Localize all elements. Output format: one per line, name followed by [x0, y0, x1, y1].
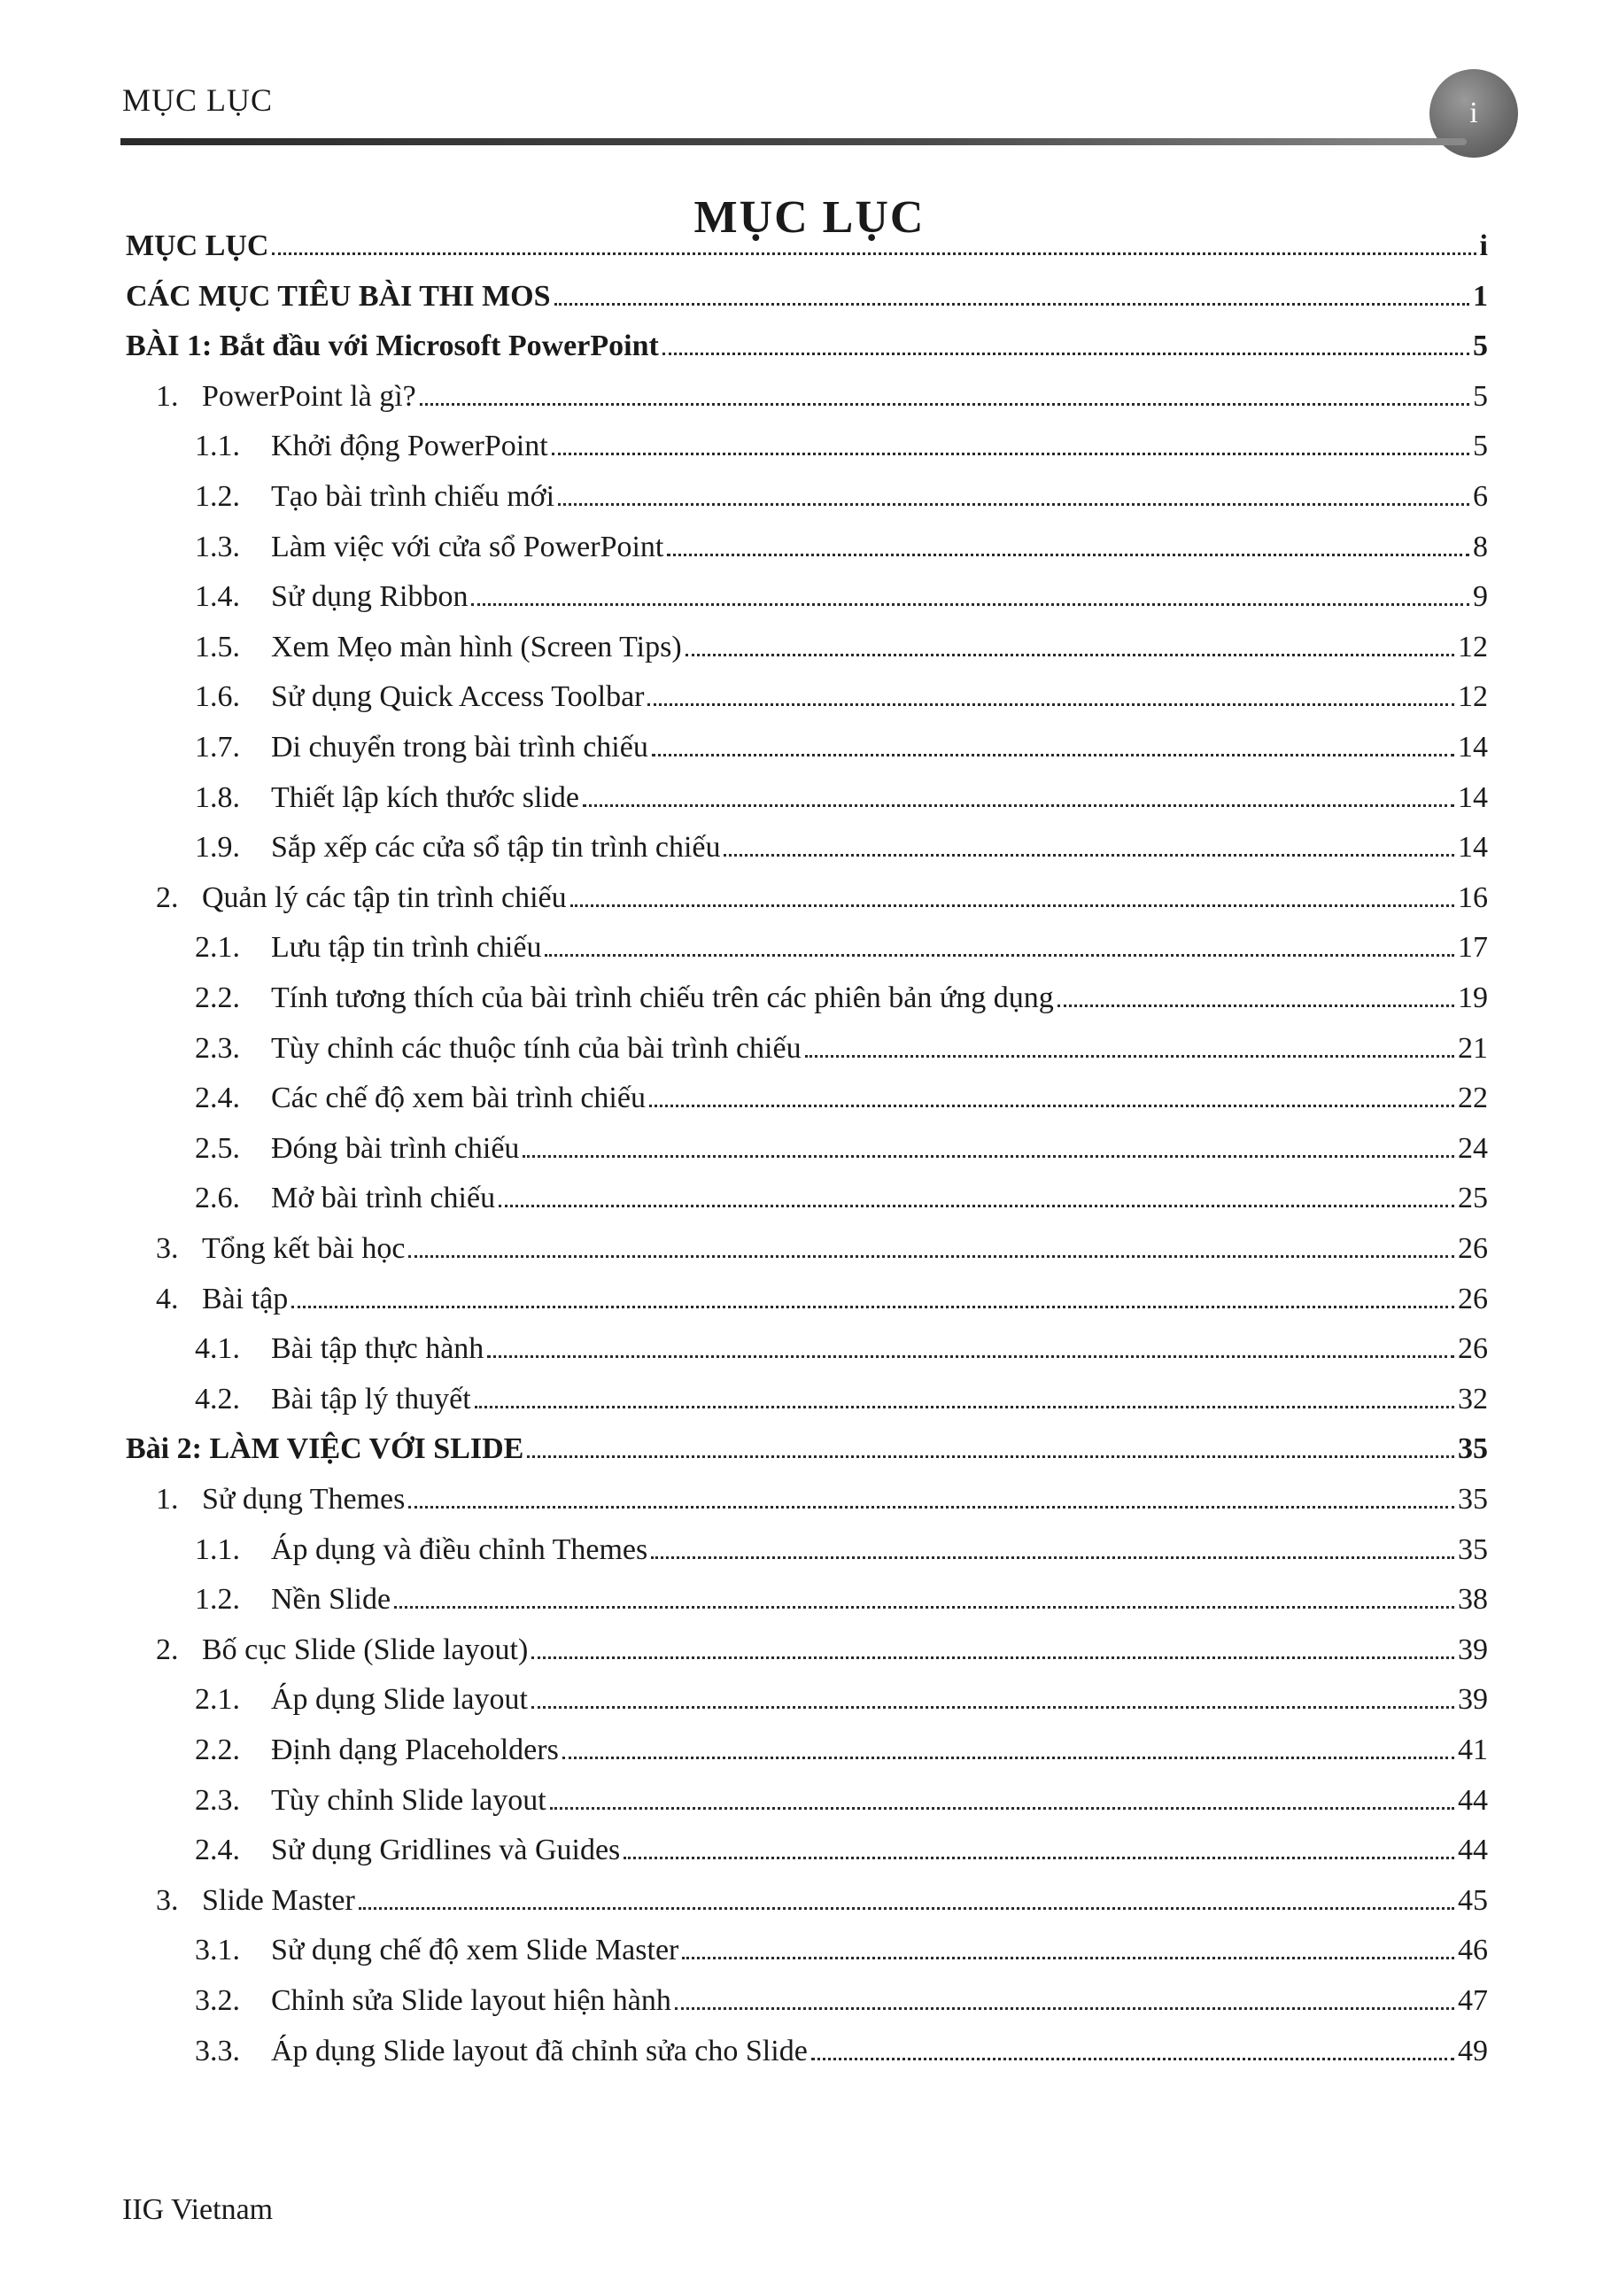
toc-entry[interactable]	[126, 272, 1488, 314]
toc-entry-title: Áp dụng Slide layout đã chỉnh sửa cho Slide	[271, 2034, 808, 2067]
toc-entry-page: 22	[1458, 1082, 1488, 1115]
toc-entry-page: 39	[1458, 1633, 1488, 1666]
toc-entry-title: Áp dụng Slide layout	[271, 1683, 528, 1717]
toc-entry[interactable]	[195, 823, 1488, 865]
toc-entry-title: Đóng bài trình chiếu	[271, 1131, 520, 1165]
toc-entry-title: Tổng kết bài học	[202, 1232, 406, 1265]
toc-entry[interactable]	[195, 973, 1488, 1016]
toc-entry-title: PowerPoint là gì?	[202, 379, 416, 413]
dot-leader	[531, 1705, 1454, 1709]
toc-entry[interactable]	[126, 221, 1488, 264]
toc-entry-page: 35	[1458, 1432, 1488, 1466]
toc-entry[interactable]	[195, 1575, 1488, 1617]
toc-entry[interactable]	[195, 1826, 1488, 1868]
toc-entry-number: 3.3.	[195, 2034, 240, 2067]
toc-entry[interactable]	[156, 1275, 1488, 1317]
dot-leader	[583, 803, 1454, 807]
dot-leader	[487, 1354, 1454, 1358]
toc-entry-title: Nền Slide	[271, 1583, 391, 1617]
dot-leader	[805, 1054, 1454, 1058]
toc-entry[interactable]	[156, 873, 1488, 916]
toc-entry[interactable]	[195, 1024, 1488, 1067]
toc-entry-number: 1.	[156, 1483, 179, 1516]
toc-entry-number: 3.1.	[195, 1934, 240, 1967]
toc-entry-number: 2.1.	[195, 1683, 240, 1717]
dot-leader	[675, 2006, 1454, 2010]
dot-leader	[686, 653, 1454, 656]
toc-entry[interactable]	[156, 372, 1488, 415]
toc-entry-number: 3.	[156, 1883, 179, 1917]
toc-entry-title: Mở bài trình chiếu	[271, 1182, 496, 1215]
toc-entry-title: Tùy chỉnh Slide layout	[271, 1783, 546, 1817]
toc-entry-title: Sử dụng chế độ xem Slide Master	[271, 1934, 679, 1967]
dot-leader	[647, 702, 1454, 706]
toc-entry-title: Tùy chỉnh các thuộc tính của bài trình chiếu	[271, 1031, 802, 1065]
dot-leader	[1057, 1004, 1454, 1007]
toc-entry-page: 44	[1458, 1834, 1488, 1867]
toc-entry-page: 5	[1473, 379, 1488, 413]
toc-entry-title: Quản lý các tập tin trình chiếu	[202, 880, 567, 914]
toc-entry-number: 4.2.	[195, 1382, 240, 1416]
dot-leader	[651, 1555, 1454, 1559]
toc-entry-page: 21	[1458, 1031, 1488, 1065]
toc-entry-number: 1.5.	[195, 630, 240, 663]
toc-entry[interactable]	[195, 1124, 1488, 1167]
toc-entry-number: 1.	[156, 379, 179, 413]
dot-leader	[475, 1405, 1454, 1408]
toc-entry[interactable]	[195, 623, 1488, 665]
dot-leader	[408, 1505, 1454, 1509]
toc-entry-page: 46	[1458, 1934, 1488, 1967]
toc-entry-title: Định dạng Placeholders	[271, 1734, 559, 1766]
toc-entry-page: 12	[1458, 680, 1488, 714]
toc-entry-page: 35	[1458, 1483, 1488, 1516]
toc-entry-page: 19	[1458, 981, 1488, 1014]
toc-entry-page: 41	[1458, 1734, 1488, 1766]
toc-entry-number: 2.2.	[195, 981, 240, 1014]
toc-entry-title: Sử dụng Quick Access Toolbar	[271, 680, 645, 714]
dot-leader	[558, 502, 1469, 506]
toc-entry-number: 1.9.	[195, 831, 240, 865]
toc-entry[interactable]	[195, 1375, 1488, 1417]
toc-entry-page: 12	[1458, 630, 1488, 663]
dot-leader	[499, 1204, 1454, 1207]
toc-entry-page: 5	[1473, 430, 1488, 463]
toc-entry-number: 3.	[156, 1232, 179, 1265]
toc-entry-page: 26	[1458, 1232, 1488, 1265]
toc-entry[interactable]	[195, 1324, 1488, 1367]
toc-entry-number: 2.5.	[195, 1131, 240, 1165]
toc-entry[interactable]	[195, 1926, 1488, 1968]
dot-leader	[649, 1104, 1454, 1107]
toc-entry-title: Bài tập	[202, 1282, 289, 1315]
toc-entry-page: 5	[1473, 330, 1488, 363]
page-number-badge: i	[1429, 69, 1518, 158]
toc-entry[interactable]	[126, 322, 1488, 364]
toc-entry[interactable]	[195, 923, 1488, 966]
toc-entry[interactable]	[126, 1424, 1488, 1467]
toc-entry-page: 25	[1458, 1182, 1488, 1215]
toc-entry-page: 24	[1458, 1131, 1488, 1165]
toc-entry-number: 2.4.	[195, 1082, 240, 1115]
toc-entry-title: Chỉnh sửa Slide layout hiện hành	[271, 1984, 671, 2017]
toc-entry-number: 3.2.	[195, 1984, 240, 2017]
page-title: MỤC LỤC	[693, 192, 926, 243]
dot-leader	[359, 1906, 1454, 1910]
toc-entry[interactable]	[195, 1675, 1488, 1718]
dot-leader	[272, 252, 1476, 255]
toc-entry-title: BÀI 1: Bắt đầu với Microsoft PowerPoint	[126, 330, 659, 363]
toc-entry[interactable]	[195, 1776, 1488, 1819]
toc-entry-number: 2.4.	[195, 1834, 240, 1867]
toc-entry-title: Xem Mẹo màn hình (Screen Tips)	[271, 630, 682, 663]
toc-entry-title: Sử dụng Ribbon	[271, 580, 469, 614]
dot-leader	[545, 953, 1454, 957]
toc-entry-page: 17	[1458, 931, 1488, 965]
toc-entry-title: Bài tập lý thuyết	[271, 1382, 471, 1416]
toc-entry[interactable]	[156, 1224, 1488, 1267]
toc-entry-title: Bài tập thực hành	[271, 1332, 484, 1366]
toc-entry-number: 1.8.	[195, 780, 240, 814]
dot-leader	[471, 602, 1469, 606]
toc-entry[interactable]	[195, 1976, 1488, 2019]
dot-leader	[652, 753, 1454, 756]
dot-leader	[811, 2057, 1454, 2060]
dot-leader	[682, 1956, 1454, 1959]
dot-leader	[550, 1806, 1454, 1810]
toc-entry-page: 49	[1458, 2034, 1488, 2067]
toc-entry[interactable]	[195, 572, 1488, 615]
toc-entry-page: 35	[1458, 1532, 1488, 1566]
dot-leader	[724, 853, 1454, 857]
dot-leader	[291, 1305, 1454, 1308]
toc-entry-title: Thiết lập kích thước slide	[271, 780, 579, 814]
toc-entry-number: 4.1.	[195, 1332, 240, 1366]
toc-entry[interactable]	[195, 723, 1488, 765]
toc-entry-number: 1.2.	[195, 480, 240, 513]
toc-entry-number: 2.6.	[195, 1182, 240, 1215]
toc-entry-number: 1.3.	[195, 530, 240, 563]
toc-entry-page: 14	[1458, 731, 1488, 764]
toc-entry[interactable]	[156, 1475, 1488, 1517]
toc-entry[interactable]	[195, 1174, 1488, 1216]
toc-entry-page: 8	[1473, 530, 1488, 563]
dot-leader	[420, 402, 1469, 406]
toc-entry-number: 2.	[156, 880, 179, 914]
toc-entry-page: 26	[1458, 1282, 1488, 1315]
toc-entry-page: 44	[1458, 1783, 1488, 1817]
toc-entry-title: Áp dụng và điều chỉnh Themes	[271, 1532, 648, 1566]
toc-entry-number: 1.1.	[195, 430, 240, 463]
toc-entry[interactable]	[195, 1074, 1488, 1116]
toc-entry-title: MỤC LỤC	[126, 229, 269, 262]
toc-entry[interactable]	[195, 472, 1488, 515]
toc-entry-title: Di chuyển trong bài trình chiếu	[271, 731, 648, 764]
toc-entry-number: 2.3.	[195, 1783, 240, 1817]
toc-entry-title: Sử dụng Themes	[202, 1483, 406, 1516]
toc-entry-number: 1.4.	[195, 580, 240, 614]
toc-entry-title: Tính tương thích của bài trình chiếu trên các phiên bản ứng dụng	[271, 981, 1054, 1014]
toc-entry-title: Lưu tập tin trình chiếu	[271, 931, 542, 965]
toc-entry-page: 47	[1458, 1984, 1488, 2017]
toc-entry-page: i	[1479, 229, 1488, 262]
toc-entry-title: Slide Master	[202, 1883, 355, 1917]
toc-entry-page: 1	[1473, 279, 1488, 313]
toc-entry-title: Bài 2: LÀM VIỆC VỚI SLIDE	[126, 1432, 524, 1466]
toc-entry-number: 2.2.	[195, 1734, 240, 1766]
toc-entry-title: Sắp xếp các cửa sổ tập tin trình chiếu	[271, 831, 721, 865]
toc-entry-page: 26	[1458, 1332, 1488, 1366]
toc-entry-page: 38	[1458, 1583, 1488, 1617]
dot-leader	[624, 1856, 1454, 1859]
running-header-title: MỤC LỤC	[122, 82, 274, 118]
toc-entry-number: 2.	[156, 1633, 179, 1666]
toc-entry-page: 14	[1458, 831, 1488, 865]
dot-leader	[554, 302, 1469, 306]
toc-entry[interactable]	[195, 1726, 1488, 1768]
dot-leader	[408, 1254, 1454, 1258]
dot-leader	[531, 1656, 1454, 1659]
toc-entry-title: Các chế độ xem bài trình chiếu	[271, 1082, 646, 1115]
footer-publisher: IIG Vietnam	[122, 2193, 274, 2226]
toc-entry-page: 16	[1458, 880, 1488, 914]
toc-entry-number: 2.3.	[195, 1031, 240, 1065]
toc-entry-title: Bố cục Slide (Slide layout)	[202, 1633, 529, 1666]
toc-entry-number: 1.6.	[195, 680, 240, 714]
dot-leader	[570, 904, 1454, 907]
toc-entry-page: 6	[1473, 480, 1488, 513]
toc-entry-title: Làm việc với cửa sổ PowerPoint	[271, 530, 664, 563]
toc-entry-number: 1.7.	[195, 731, 240, 764]
toc-entry[interactable]	[195, 422, 1488, 464]
toc-entry-page: 9	[1473, 580, 1488, 614]
toc-entry-page: 45	[1458, 1883, 1488, 1917]
toc-entry[interactable]	[195, 1525, 1488, 1568]
toc-entry-title: Khởi động PowerPoint	[271, 430, 548, 463]
dot-leader	[394, 1605, 1454, 1609]
toc-entry-page: 39	[1458, 1683, 1488, 1717]
toc-entry-title: CÁC MỤC TIÊU BÀI THI MOS	[126, 279, 551, 313]
toc-entry-page: 14	[1458, 780, 1488, 814]
toc-entry[interactable]	[195, 672, 1488, 715]
toc-entry-number: 4.	[156, 1282, 179, 1315]
toc-entry-title: Sử dụng Gridlines và Guides	[271, 1834, 621, 1867]
dot-leader	[552, 452, 1469, 455]
dot-leader	[523, 1154, 1454, 1158]
dot-leader	[662, 352, 1469, 355]
dot-leader	[667, 553, 1469, 556]
toc-entry-number: 2.1.	[195, 931, 240, 965]
toc-entry-title: Tạo bài trình chiếu mới	[271, 480, 555, 513]
dot-leader	[562, 1756, 1454, 1759]
toc-entry[interactable]	[156, 1876, 1488, 1919]
toc-entry[interactable]	[195, 523, 1488, 565]
toc-entry[interactable]	[195, 773, 1488, 816]
toc-entry-page: 32	[1458, 1382, 1488, 1416]
toc-entry-number: 1.2.	[195, 1583, 240, 1617]
toc-entry[interactable]	[195, 2027, 1488, 2069]
dot-leader	[527, 1454, 1454, 1458]
toc-entry[interactable]	[156, 1625, 1488, 1668]
toc-entry-number: 1.1.	[195, 1532, 240, 1566]
